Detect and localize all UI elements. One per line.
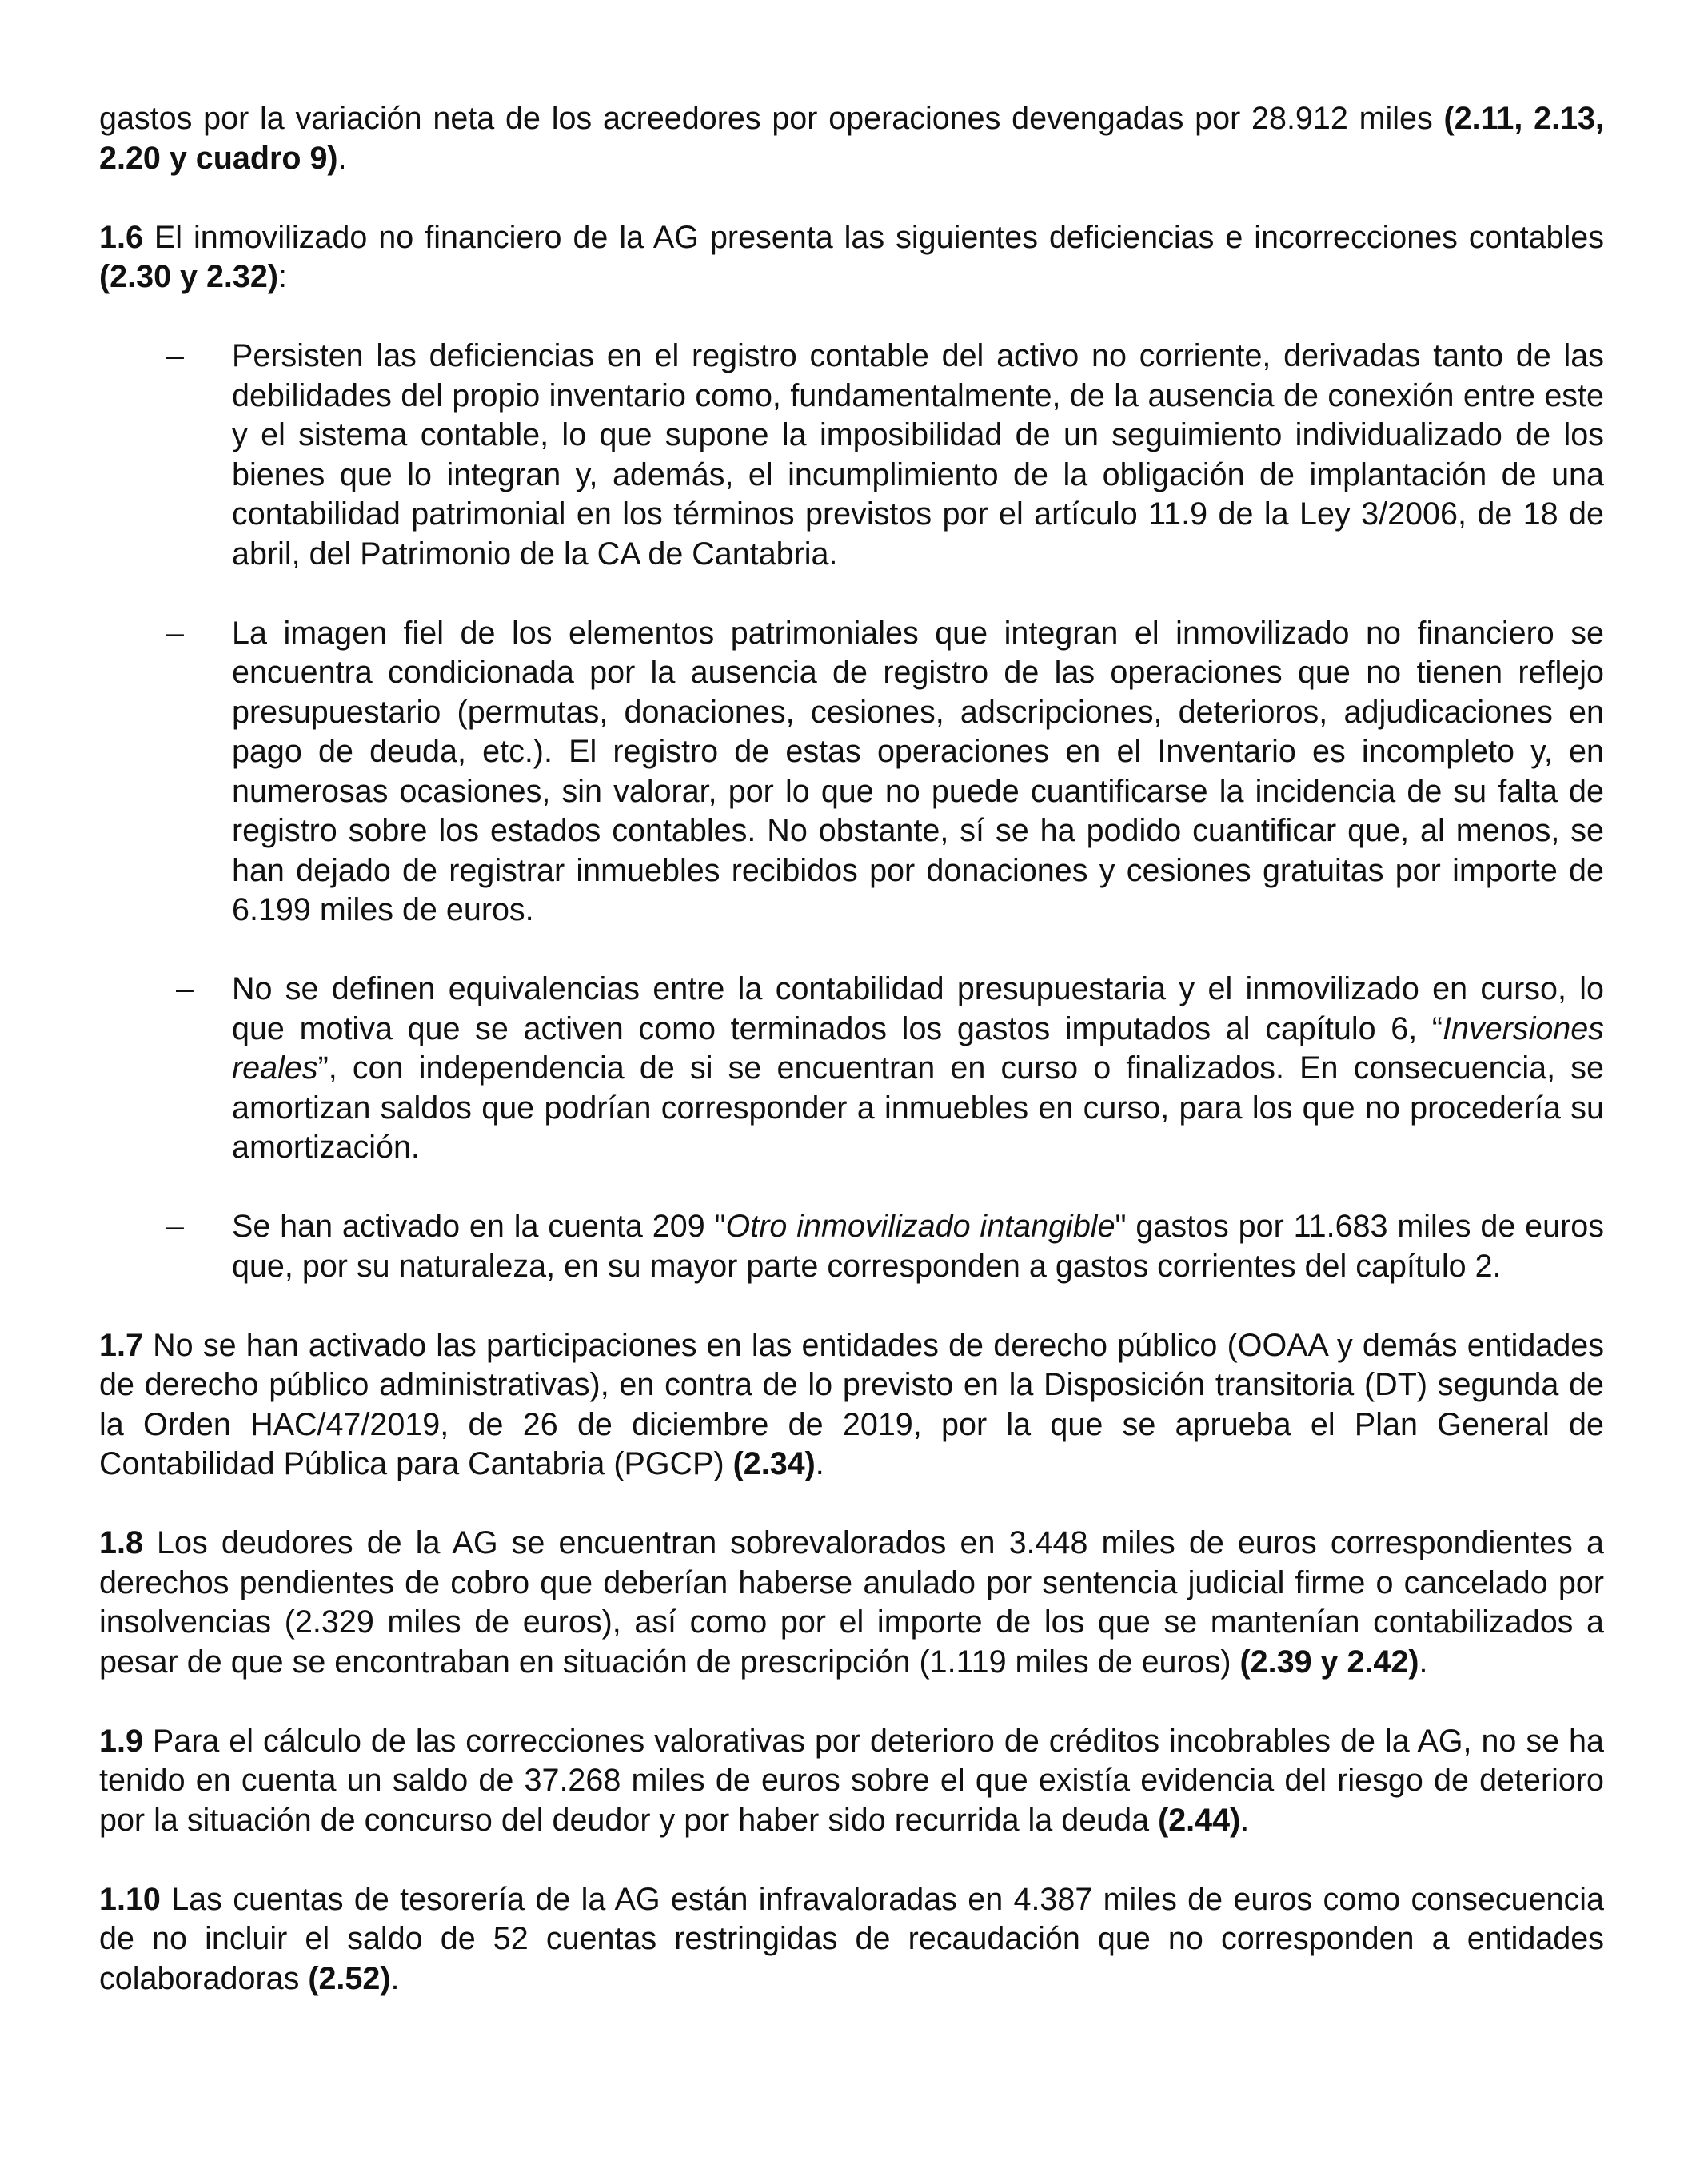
section-number: 1.9: [99, 1723, 143, 1759]
list-item: [99, 337, 1604, 574]
dash-bullet-icon: –: [166, 1209, 184, 1244]
paragraph-continuation: gastos por la variación neta de los acreedores por operaciones devengadas por 28.912 miles (2.11, 2.13, 2.20 y cuadro 9).: [99, 101, 1604, 176]
section-number: 1.7: [99, 1327, 143, 1363]
paragraph-1-10: 1.10 Las cuentas de tesorería de la AG están infravaloradas en 4.387 miles de euros como consecuencia de no incluir el saldo de 52 cuentas restringidas de recaudación que no corresponden a entidades colaboradoras (2.52).: [99, 1881, 1604, 1996]
paragraph-1-9: 1.9 Para el cálculo de las correcciones valorativas por deterioro de créditos incobrables de la AG, no se ha tenido en cuenta un saldo de 37.268 miles de euros sobre el que existía evidencia del riesgo de deterioro por la situación de concurso del deudor y por haber sido recurrida la deuda (2.44).: [99, 1723, 1604, 1838]
italic-term: Otro inmovilizado intangible: [725, 1209, 1115, 1244]
list-item-text: Persisten las deficiencias en el registro contable del activo no corriente, derivadas tanto de las debilidades del propio inventario como, fundamentalmente, de la ausencia de conexión entre este y el sistema contable, lo que supone la imposibilidad de un seguimiento individualizado de los bienes que lo integran y, además, el incumplimiento de la obligación de implantación de una contabilidad patrimonial en los términos previstos por el artículo 11.9 de la Ley 3/2006, de 18 de abril, del Patrimonio de la CA de Cantabria.: [232, 338, 1604, 572]
dash-bullet-icon: –: [166, 338, 184, 373]
paragraph-1-6: 1.6 El inmovilizado no financiero de la AG presenta las siguientes deficiencias e incorrecciones contables (2.30 y 2.32):: [99, 219, 1604, 294]
list-item-text: La imagen fiel de los elementos patrimoniales que integran el inmovilizado no financiero se encuentra condicionada por la ausencia de registro de las operaciones que no tienen reflejo presupuestario (permutas, donaciones, cesiones, adscripciones, deterioros, adjudicaciones en pago de deuda, etc.). El registro de estas operaciones en el Inventario es incompleto y, en numerosas ocasiones, sin valorar, por lo que no puede cuantificarse la incidencia de su falta de registro sobre los estados contables. No obstante, sí se ha podido cuantificar que, al menos, se han dejado de registrar inmuebles recibidos por donaciones y cesiones gratuitas por importe de 6.199 miles de euros.: [232, 615, 1604, 927]
list-item-text: Se han activado en la cuenta 209 "Otro inmovilizado intangible" gastos por 11.683 miles de euros que, por su naturaleza, en su mayor parte corresponden a gastos corrientes del capítulo 2.: [232, 1209, 1604, 1284]
list-item: [99, 614, 1604, 931]
reference-bold: (2.11, 2.13, 2.20 y cuadro 9): [99, 101, 1604, 176]
section-number: 1.6: [99, 219, 143, 255]
paragraph-1-7: 1.7 No se han activado las participaciones en las entidades de derecho público (OOAA y demás entidades de derecho público administrativas), en contra de lo previsto en la Disposición transitoria (DT) segunda de la Orden HAC/47/2019, de 26 de diciembre de 2019, por la que se aprueba el Plan General de Contabilidad Pública para Cantabria (PGCP) (2.34).: [99, 1327, 1604, 1481]
reference-bold: (2.44): [1158, 1802, 1241, 1838]
reference-bold: (2.34): [732, 1446, 816, 1481]
dash-bullet-icon: –: [166, 615, 184, 651]
reference-bold: (2.52): [308, 1960, 391, 1996]
reference-bold: (2.39 y 2.42): [1239, 1644, 1419, 1680]
reference-bold: (2.30 y 2.32): [99, 259, 278, 294]
list-item-text: No se definen equivalencias entre la contabilidad presupuestaria y el inmovilizado en curso, lo que motiva que se activen como terminados los gastos imputados al capítulo 6, “Inversiones reales”, con independencia de si se encuentran en curso o finalizados. En consecuencia, se amortizan saldos que podrían corresponder a inmuebles en curso, para los que no procedería su amortización.: [232, 971, 1604, 1165]
section-number: 1.8: [99, 1525, 143, 1560]
paragraph-1-8: 1.8 Los deudores de la AG se encuentran sobrevalorados en 3.448 miles de euros correspondientes a derechos pendientes de cobro que deberían haberse anulado por sentencia judicial firme o cancelado por insolvencias (2.329 miles de euros), así como por el importe de los que se mantenían contabilizados a pesar de que se encontraban en situación de prescripción (1.119 miles de euros) (2.39 y 2.42).: [99, 1525, 1604, 1680]
dash-bullet-icon: –: [176, 971, 194, 1006]
section-number: 1.10: [99, 1881, 161, 1917]
list-item: [99, 1207, 1604, 1286]
list-item: [99, 970, 1604, 1168]
italic-term: Inversiones reales: [232, 1010, 1604, 1086]
